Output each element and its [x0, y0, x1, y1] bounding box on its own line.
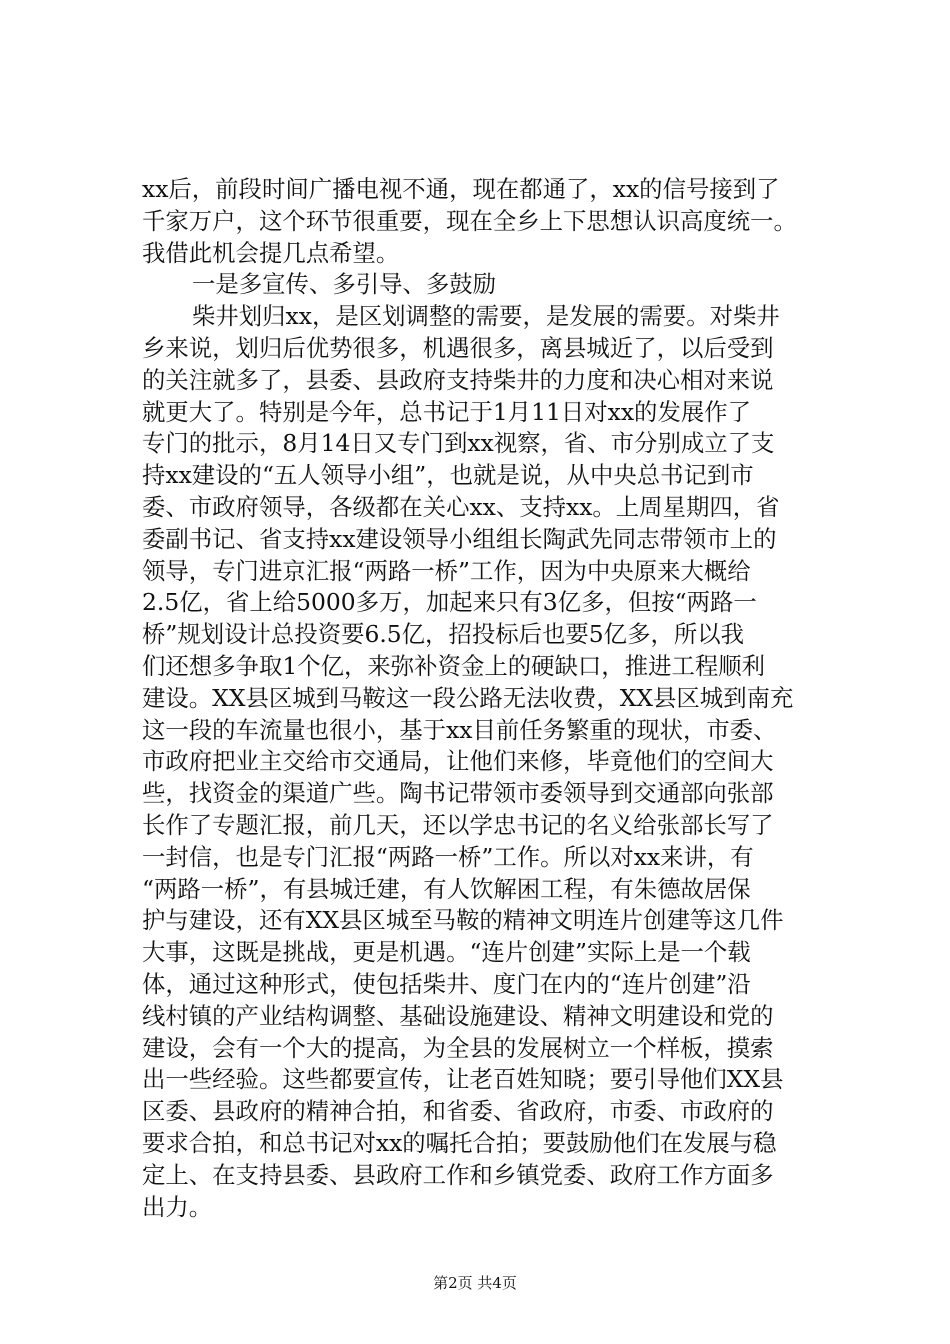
text-line: 线村镇的产业结构调整、基础设施建设、精神文明建设和党的: [142, 1001, 774, 1030]
text-line: 这一段的车流量也很小，基于xx目前任务繁重的现状，市委、: [142, 715, 777, 744]
text-line: 出力。: [142, 1192, 213, 1221]
text-line: “两路一桥”，有县城迁建，有人饮解困工程，有朱德故居保: [142, 874, 751, 903]
text-line: 我借此机会提几点希望。: [142, 238, 400, 267]
text-line: 2.5亿，省上给5000多万，加起来只有3亿多，但按“两路一: [142, 588, 757, 617]
text-line: 建设。XX县区城到马鞍这一段公路无法收费，XX县区城到南充: [142, 683, 794, 712]
text-line: 长作了专题汇报，前几天，还以学忠书记的名义给张部长写了: [142, 810, 774, 839]
text-line: xx后，前段时间广播电视不通，现在都通了，xx的信号接到了: [142, 175, 780, 203]
text-line: 委副书记、省支持xx建设领导小组组长陶武先同志带领市上的: [142, 524, 777, 553]
text-line: 建设，会有一个大的提高，为全县的发展树立一个样板，摸索: [142, 1033, 774, 1062]
body-text: [142, 174, 854, 1223]
text-line: 一封信，也是专门汇报“两路一桥”工作。所以对xx来讲，有: [142, 842, 754, 871]
text-line: 要求合拍，和总书记对xx的嘱托合拍；要鼓励他们在发展与稳: [142, 1128, 777, 1157]
text-line: 大事，这既是挑战，更是机遇。“连片创建”实际上是一个载: [142, 938, 751, 967]
text-line: 持xx建设的“五人领导小组”，也就是说，从中央总书记到市: [142, 461, 754, 490]
text-line: 委、市政府领导，各级都在关心xx、支持xx。上周星期四，省: [142, 492, 780, 521]
text-line: 护与建设，还有XX县区城至马鞍的精神文明连片创建等这几件: [142, 906, 784, 935]
text-line: 定上、在支持县委、县政府工作和乡镇党委、政府工作方面多: [142, 1160, 774, 1189]
section-heading: 一是多宣传、多引导、多鼓励: [192, 270, 497, 299]
text-line: 市政府把业主交给市交通局，让他们来修，毕竟他们的空间大: [142, 747, 774, 776]
text-line: 专门的批示，8月14日又专门到xx视察，省、市分别成立了支: [142, 429, 775, 458]
page-number-footer: 第2页 共4页: [433, 1274, 517, 1292]
text-line: 些，找资金的渠道广些。陶书记带领市委领导到交通部向张部: [142, 779, 774, 808]
text-line: 乡来说，划归后优势很多，机遇很多，离县城近了，以后受到: [142, 333, 774, 362]
text-line: 领导，专门进京汇报“两路一桥”工作，因为中央原来大概给: [142, 556, 751, 585]
text-line: 就更大了。特别是今年，总书记于1月11日对xx的发展作了: [142, 397, 752, 426]
text-line: 柴井划归xx，是区划调整的需要，是发展的需要。对柴井: [192, 302, 780, 331]
text-line: 千家万户，这个环节很重要，现在全乡上下思想认识高度统一。: [142, 206, 797, 235]
text-line: 们还想多争取1个亿，来弥补资金上的硬缺口，推进工程顺利: [142, 651, 766, 680]
text-line: 的关注就多了，县委、县政府支持柴井的力度和决心相对来说: [142, 365, 774, 394]
text-line: 体，通过这种形式，使包括柴井、度门在内的“连片创建”沿: [142, 969, 751, 998]
text-line: 区委、县政府的精神合拍，和省委、省政府，市委、市政府的: [142, 1097, 774, 1126]
text-line: 出一些经验。这些都要宣传，让老百姓知晓；要引导他们XX县: [142, 1065, 784, 1094]
text-line: 桥”规划设计总投资要6.5亿，招投标后也要5亿多，所以我: [142, 620, 745, 649]
